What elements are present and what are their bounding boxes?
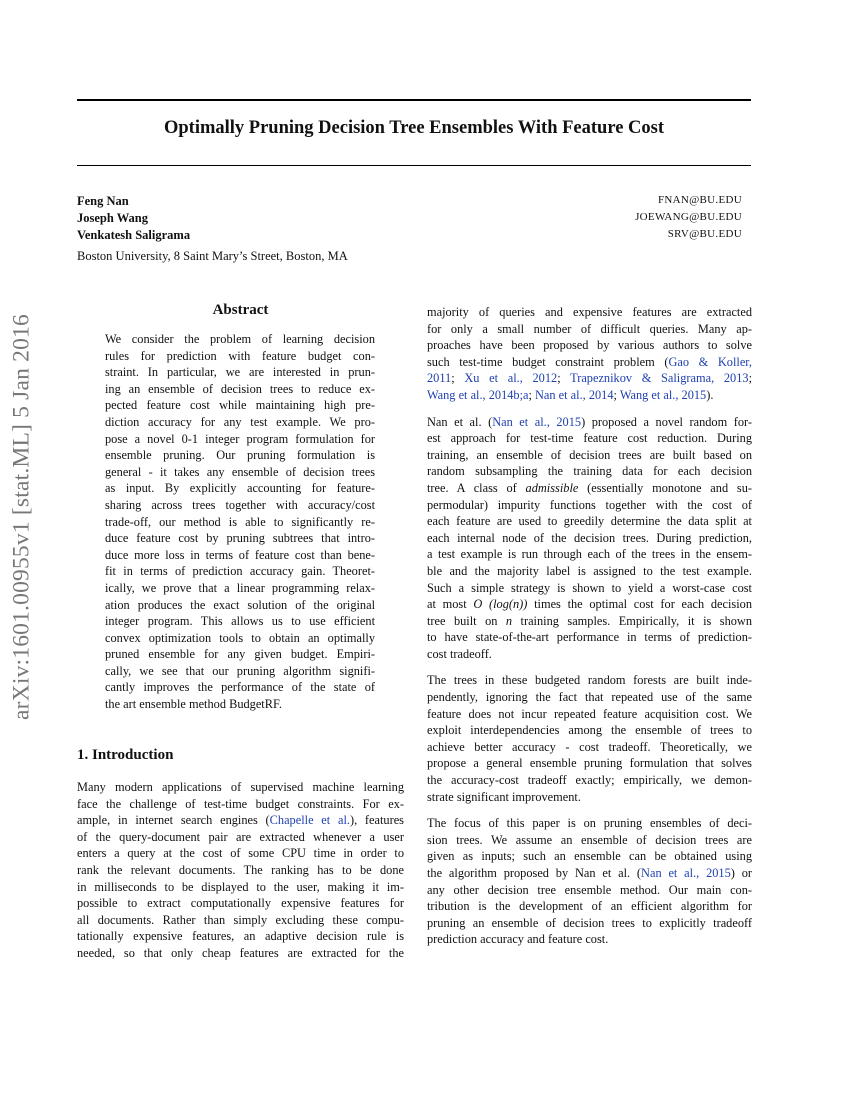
body-line: propose a general ensemble pruning formulation that solves (427, 756, 752, 771)
body-line (427, 613, 752, 630)
body-line: strate significant improvement. (427, 789, 581, 804)
abstract-line: integer program. This allows us to use efficient (105, 614, 375, 629)
intro-line: possible to extract computationally expensive features for (77, 896, 404, 911)
body-text: (essentially monotone and su- (578, 480, 752, 495)
abstract-line: convex optimization tools to obtain an optimally (105, 630, 375, 645)
body-text: Nan et al. ( (427, 414, 493, 429)
body-text: ) proposed a novel random for- (581, 414, 752, 429)
right-column (427, 304, 752, 948)
intro-text: ample, in internet search engines ( (77, 813, 270, 828)
citation-link[interactable]: Chapelle et al. (269, 813, 350, 828)
body-line: est approach for test-time feature cost reduction. During (427, 431, 752, 446)
citation-link[interactable]: Nan et al., 2015 (492, 414, 582, 429)
body-line: The focus of this paper is on pruning ensembles of deci- (427, 816, 752, 831)
body-line: the accuracy-cost tradeoff exactly; empirically, we demon- (427, 773, 752, 788)
body-line: The trees in these budgeted random forests are built inde- (427, 673, 752, 688)
citation-link[interactable]: 2011 (427, 371, 452, 386)
body-text: the algorithm proposed by Nan et al. ( (427, 866, 642, 880)
body-line: proaches have been proposed by various authors to solve (427, 338, 752, 353)
top-rule (77, 99, 751, 101)
citation-link[interactable]: Nan et al., 2015 (641, 866, 731, 880)
body-line: sion trees. We assume an ensemble of decision trees are (427, 832, 752, 847)
body-line: cost tradeoff. (427, 646, 492, 661)
introduction-body (77, 779, 404, 962)
abstract-line: We consider the problem of learning decision (105, 332, 375, 346)
body-line: majority of queries and expensive features are extracted (427, 305, 752, 319)
citation-link[interactable]: Trapeznikov & Saligrama, 2013 (570, 371, 749, 386)
emphasis-text: admissible (525, 480, 579, 495)
abstract-line: rules for prediction with feature budget con- (105, 348, 375, 363)
body-line: a test example is run through each of the trees in the ensem- (427, 547, 752, 562)
citation-link[interactable]: Wang et al., 2014b;a (427, 387, 529, 402)
author-name: Joseph Wang (77, 211, 148, 225)
paper-title: Optimally Pruning Decision Tree Ensembles With Feature Cost (163, 118, 665, 138)
body-line: Such a simple strategy is shown to yield a worst-case cost (427, 580, 752, 595)
body-line: each internal node of the decision trees. During prediction, (427, 530, 752, 545)
author-row (77, 194, 742, 211)
math-expression: n (505, 613, 513, 628)
abstract-line: ically, we prove that a linear programming relax- (105, 580, 375, 595)
body-text: training samples. Empirically, it is shown (512, 613, 752, 628)
body-line (427, 865, 752, 882)
abstract-line: pected feature cost while maintaining high pre- (105, 398, 375, 413)
abstract-heading: Abstract (212, 302, 269, 318)
intro-line: Many modern applications of supervised machine learning (77, 780, 404, 794)
body-line: exploit interdependencies among the ensemble of trees to (427, 723, 752, 738)
intro-line: in milliseconds to be displayed to the user, making it im- (77, 879, 404, 894)
body-line (427, 480, 752, 497)
abstract-line: straint. In particular, we are interested in prun- (105, 365, 375, 380)
abstract-line: duce feature cost by pruning subtrees that intro- (105, 531, 375, 546)
body-line: Wang et al., 2014b;a; Nan et al., 2014; Wang et al., 2015). (427, 387, 714, 402)
body-text: ) or (730, 866, 753, 880)
citation-link[interactable]: Nan et al., 2014 (535, 387, 614, 402)
intro-line: tationally expensive features, an adaptive decision rule is (77, 929, 404, 944)
abstract-line: sharing across trees together with accuracy/cost (105, 497, 375, 512)
intro-line (77, 812, 404, 829)
abstract-line: cally, we see that our pruning algorithm signifi- (105, 663, 375, 678)
abstract-line: ensemble pruning. Our pruning formulation is (105, 448, 375, 463)
abstract-body (105, 331, 375, 713)
body-line: to have state-of-the-art performance in terms of prediction- (427, 630, 752, 645)
arxiv-identifier: arXiv:1601.00955v1 [stat.ML] 5 Jan 2016 (8, 314, 35, 720)
author-row (77, 228, 742, 245)
intro-line: all documents. Rather than simply excluding these compu- (77, 912, 404, 927)
body-line (427, 414, 752, 431)
abstract-line: the art ensemble method BudgetRF. (105, 697, 282, 712)
abstract-line: ing an ensemble of decision trees to reduce ex- (105, 381, 375, 396)
body-line: pruning an ensemble of decision trees to explicitly tradeoff (427, 915, 752, 930)
body-line: tribution is the development of an efficient algorithm for (427, 899, 752, 914)
body-line: any other decision tree ensemble method. Our main con- (427, 882, 752, 897)
title-bottom-rule (77, 165, 751, 166)
author-name: Venkatesh Saligrama (77, 228, 191, 242)
section-heading-introduction: 1. Introduction (77, 747, 174, 763)
citation-link[interactable]: Xu et al., 2012 (464, 371, 558, 386)
body-line: feature does not incur repeated feature acquisition cost. We (427, 706, 752, 721)
body-text: such test-time budget constraint problem ( (427, 354, 669, 369)
author-name: Feng Nan (77, 194, 129, 208)
body-line: 2011; Xu et al., 2012; Trapeznikov & Saligrama, 2013; (427, 371, 752, 386)
body-line (427, 596, 752, 613)
body-line: pendently, ignoring the fact that repeated use of the same (427, 690, 752, 705)
author-row (77, 211, 742, 228)
abstract-line: trade-off, our method is able to significantly re- (105, 514, 375, 529)
math-expression: O (log(n)) (473, 597, 528, 612)
abstract-line: pruned ensemble for any given budget. Empiri- (105, 647, 375, 662)
abstract-line: diction accuracy for any test example. We pro- (105, 414, 375, 429)
abstract-line: as input. By explicitly accounting for feature- (105, 481, 375, 496)
citation-link[interactable]: Wang et al., 2015 (619, 387, 707, 402)
body-text: tree. A class of (427, 480, 526, 495)
body-line: training, an ensemble of decision trees are built based on (427, 447, 752, 462)
intro-line: needed, so that only cheap features are extracted for the (77, 945, 404, 960)
author-email: FNAN@BU.EDU (657, 194, 742, 206)
intro-line: rank the relevant documents. The ranking has to be done (77, 862, 404, 877)
intro-line: of the query-document pair are extracted whenever a user (77, 829, 404, 844)
body-line: achieve better accuracy - cost tradeoff. Theoretically, we (427, 739, 752, 754)
intro-line: face the challenge of test-time budget constraints. For ex- (77, 796, 404, 811)
body-line: ble and the majority label is assigned to the test example. (427, 563, 752, 578)
body-text: at most (427, 597, 474, 612)
body-line: random subsampling the training data for each decision (427, 464, 752, 479)
body-text: times the optimal cost for each decision (527, 597, 752, 612)
body-line: prediction accuracy and feature cost. (427, 932, 609, 947)
abstract-line: duce more loss in terms of feature cost than bene- (105, 547, 375, 562)
citation-link[interactable]: Gao & Koller, (668, 354, 753, 369)
abstract-line: pose a novel 0-1 integer program formulation for (105, 431, 375, 446)
body-text: tree built on (427, 613, 506, 628)
body-line: given as inputs; such an ensemble can be obtained using (427, 849, 752, 864)
body-line (427, 354, 752, 371)
body-line: for only a small number of difficult queries. Many ap- (427, 321, 752, 336)
abstract-line: fit in terms of prediction accuracy gain. Theoret- (105, 564, 375, 579)
author-email: SRV@BU.EDU (667, 228, 742, 240)
abstract-line: general - it takes any ensemble of decision trees (105, 464, 375, 479)
intro-line: enters a query at the cost of some CPU time in order to (77, 846, 404, 861)
affiliation: Boston University, 8 Saint Mary’s Street, Boston, MA (77, 249, 348, 263)
abstract-line: cantly improves the performance of the state of (105, 680, 375, 695)
abstract-line: ation produces the exact solution of the original (105, 597, 375, 612)
body-line: each feature are used to greedily determine the data split at (427, 514, 752, 529)
intro-text: ), features (349, 813, 404, 828)
author-email: JOEWANG@BU.EDU (635, 211, 742, 223)
body-line: permodular) impurity functions together with the cost of (427, 497, 752, 512)
